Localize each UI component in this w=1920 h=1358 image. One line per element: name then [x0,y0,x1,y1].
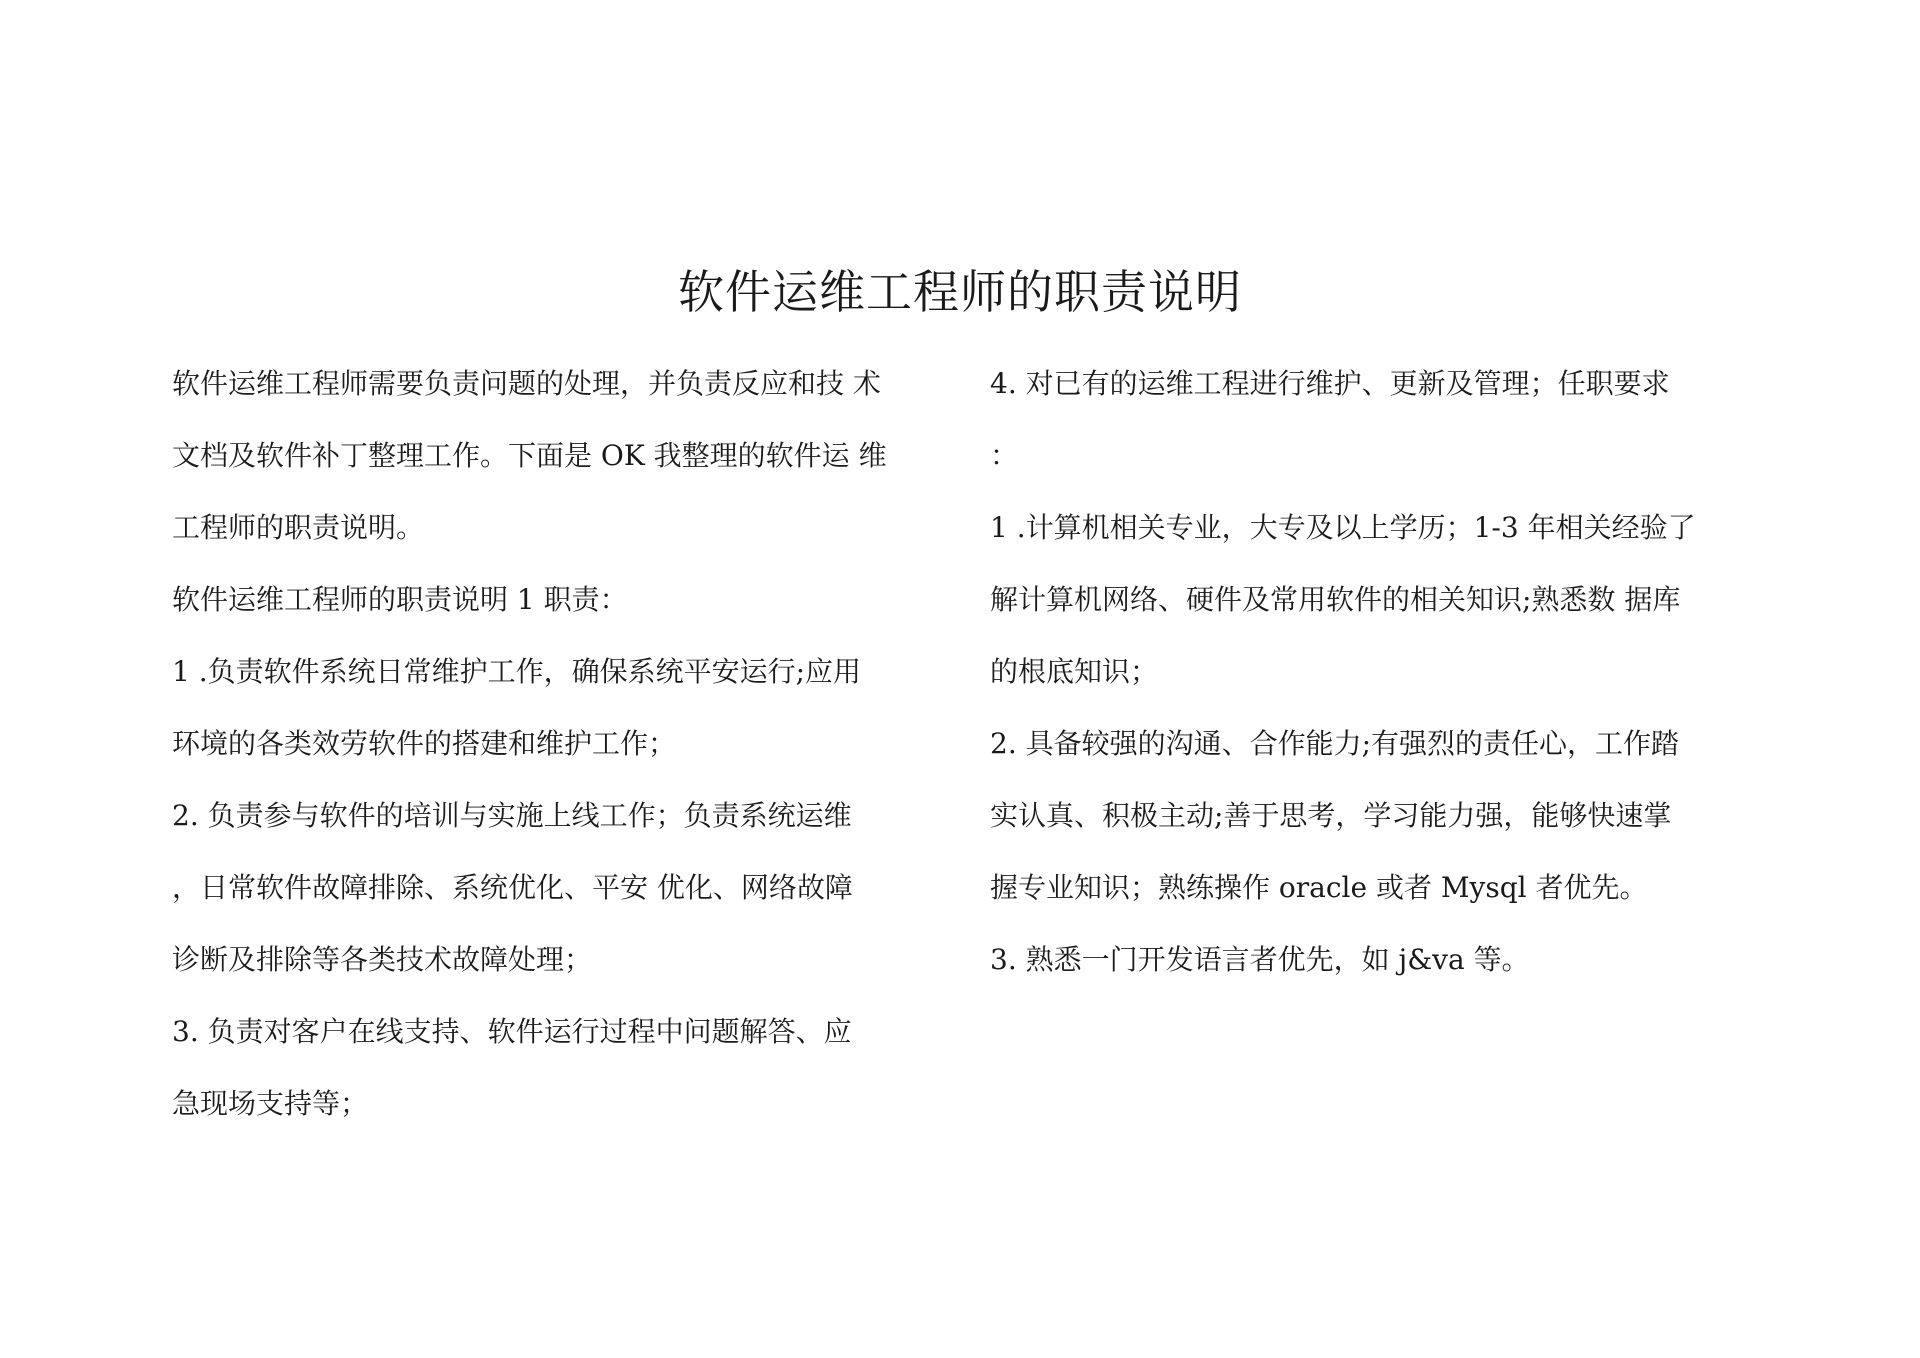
paragraph-line: 3. 熟悉一门开发语言者优先，如 j&va 等。 [990,943,1530,976]
right-column [990,348,1780,996]
paragraph-line: 2. 具备较强的沟通、合作能力;有强烈的责任心，工作踏 [990,727,1680,760]
paragraph-line: 环境的各类效劳软件的搭建和维护工作； [172,727,677,760]
paragraph-line: 软件运维工程师的职责说明 1 职责： [172,583,628,616]
left-column [172,348,962,1140]
paragraph-line: 1 .计算机相关专业，大专及以上学历；1-3 年相关经验了 [990,511,1696,544]
paragraph-line: 1 .负责软件系统日常维护工作，确保系统平安运行;应用 [172,655,862,688]
paragraph-line: 的根底知识； [990,655,1159,688]
paragraph-line: 解计算机网络、硬件及常用软件的相关知识;熟悉数 据库 [990,583,1681,616]
paragraph-line: 3. 负责对客户在线支持、软件运行过程中问题解答、应 [172,1015,852,1048]
paragraph-line: 文档及软件补丁整理工作。下面是 OK 我整理的软件运 维 [172,439,887,472]
paragraph-line: ，日常软件故障排除、系统优化、平安 优化、网络故障 [172,871,853,904]
paragraph-line: 工程师的职责说明。 [172,511,425,544]
paragraph-line: 急现场支持等； [172,1087,369,1120]
paragraph-line: 4. 对已有的运维工程进行维护、更新及管理；任职要求 [990,367,1670,400]
paragraph-line: ： [990,439,1019,472]
paragraph-line: 软件运维工程师需要负责问题的处理，并负责反应和技 术 [172,367,881,400]
paragraph-line: 诊断及排除等各类技术故障处理； [172,943,593,976]
paragraph-line: 实认真、积极主动;善于思考，学习能力强，能够快速掌 [990,799,1672,832]
page-title: 软件运维工程师的职责说明 [678,265,1242,319]
paragraph-line: 握专业知识；熟练操作 oracle 或者 Mysql 者优先。 [990,871,1648,904]
paragraph-line: 2. 负责参与软件的培训与实施上线工作；负责系统运维 [172,799,852,832]
